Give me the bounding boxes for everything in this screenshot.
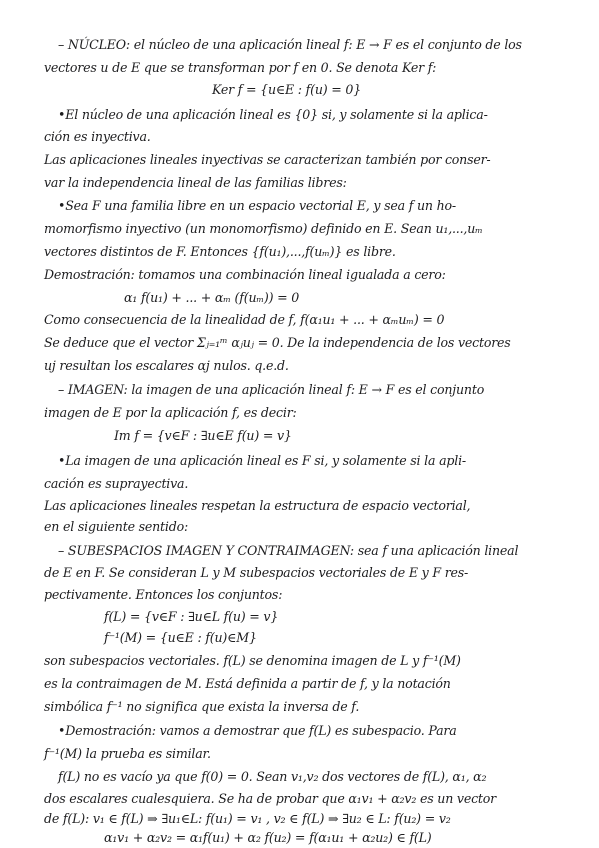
line-qed: uj resultan los escalares αj nulos. q.e.d. bbox=[44, 358, 289, 373]
line-nucleo-definition: – NÚCLEO: el núcleo de una aplicación lineal f: E → F es el conjunto de los bbox=[58, 37, 522, 52]
formula-f-inversa-m: f⁻¹(M) = {u∈E : f(u)∈M} bbox=[104, 630, 257, 645]
line-imagen-continued: imagen de E por la aplicación f, es decir: bbox=[44, 405, 297, 420]
line-linealidad: Como consecuencia de la linealidad de f, f(α₁u₁ + ... + αₘuₘ) = 0 bbox=[44, 312, 445, 327]
line-subespacios-1: – SUBESPACIOS IMAGEN Y CONTRAIMAGEN: sea f una aplicación lineal bbox=[58, 543, 519, 558]
line-respetan-2: en el siguiente sentido: bbox=[44, 519, 189, 534]
line-se-deduce: Se deduce que el vector Σⱼ₌₁ᵐ αⱼuⱼ = 0. De la independencia de los vectores bbox=[44, 335, 511, 350]
line-prueba-similar: f⁻¹(M) la prueba es similar. bbox=[44, 746, 211, 761]
line-inyectiva: ción es inyectiva. bbox=[44, 129, 151, 144]
formula-combinacion: α₁ f(u₁) + ... + αₘ (f(uₘ)) = 0 bbox=[124, 290, 300, 305]
formula-ker: Ker f = {u∈E : f(u) = 0} bbox=[212, 82, 362, 97]
line-inyectivas-1: Las aplicaciones lineales inyectivas se caracterizan también por conser- bbox=[44, 152, 491, 167]
line-notacion: simbólica f⁻¹ no significa que exista la inversa de f. bbox=[44, 699, 360, 714]
line-suprayectiva: cación es suprayectiva. bbox=[44, 476, 189, 491]
line-subespacios-3: pectivamente. Entonces los conjuntos: bbox=[44, 587, 283, 602]
line-imagen-definition: – IMAGEN: la imagen de una aplicación lineal f: E → F es el conjunto bbox=[58, 382, 485, 397]
line-demostracion-2: •Demostración: vamos a demostrar que f(L) es subespacio. Para bbox=[58, 723, 457, 738]
line-familia-libre-3: vectores distintos de F. Entonces {f(u₁),...,f(uₘ)} es libre. bbox=[44, 244, 396, 259]
line-inyectivas-2: var la independencia lineal de las familias libres: bbox=[44, 175, 347, 190]
formula-f-de-l: f(L) = {v∈F : ∃u∈L f(u) = v} bbox=[104, 609, 279, 624]
line-escalares: dos escalares cualesquiera. Se ha de probar que α₁v₁ + α₂v₂ es un vector bbox=[44, 791, 496, 806]
line-familia-libre-2: momorfismo inyectivo (un monomorfismo) definido en E. Sean u₁,...,uₘ bbox=[44, 221, 483, 236]
line-contraimagen: es la contraimagen de M. Está definida a partir de f, y la notación bbox=[44, 676, 451, 691]
line-imagen-property: •La imagen de una aplicación lineal es F si, y solamente si la apli- bbox=[58, 453, 466, 468]
line-nucleo-continued: vectores u de E que se transforman por f en 0. Se denota Ker f: bbox=[44, 60, 437, 75]
line-vector-de-f-l: de f(L): v₁ ∈ f(L) ⇒ ∃u₁∈L: f(u₁) = v₁ , v₂ ∈ f(L) ⇒ ∃u₂ ∈ L: f(u₂) = v₂ bbox=[44, 811, 451, 826]
formula-im: Im f = {v∈F : ∃u∈E f(u) = v} bbox=[114, 428, 292, 443]
line-respetan-1: Las aplicaciones lineales respetan la estructura de espacio vectorial, bbox=[44, 498, 471, 513]
line-subespacios-vect: son subespacios vectoriales. f(L) se denomina imagen de L y f⁻¹(M) bbox=[44, 653, 461, 668]
line-nucleo-property: •El núcleo de una aplicación lineal es {0} si, y solamente si la aplica- bbox=[58, 107, 488, 122]
line-no-vacio: f(L) no es vacío ya que f(0) = 0. Sean v₁,v₂ dos vectores de f(L), α₁, α₂ bbox=[58, 769, 487, 784]
line-subespacios-2: de E en F. Se consideran L y M subespacios vectoriales de E y F res- bbox=[44, 565, 469, 580]
line-demostracion: Demostración: tomamos una combinación lineal igualada a cero: bbox=[44, 267, 446, 282]
line-familia-libre-1: •Sea F una familia libre en un espacio vectorial E, y sea f un ho- bbox=[58, 198, 456, 213]
formula-final: α₁v₁ + α₂v₂ = α₁f(u₁) + α₂ f(u₂) = f(α₁u₁ + α₂u₂) ∈ f(L) bbox=[104, 830, 432, 845]
